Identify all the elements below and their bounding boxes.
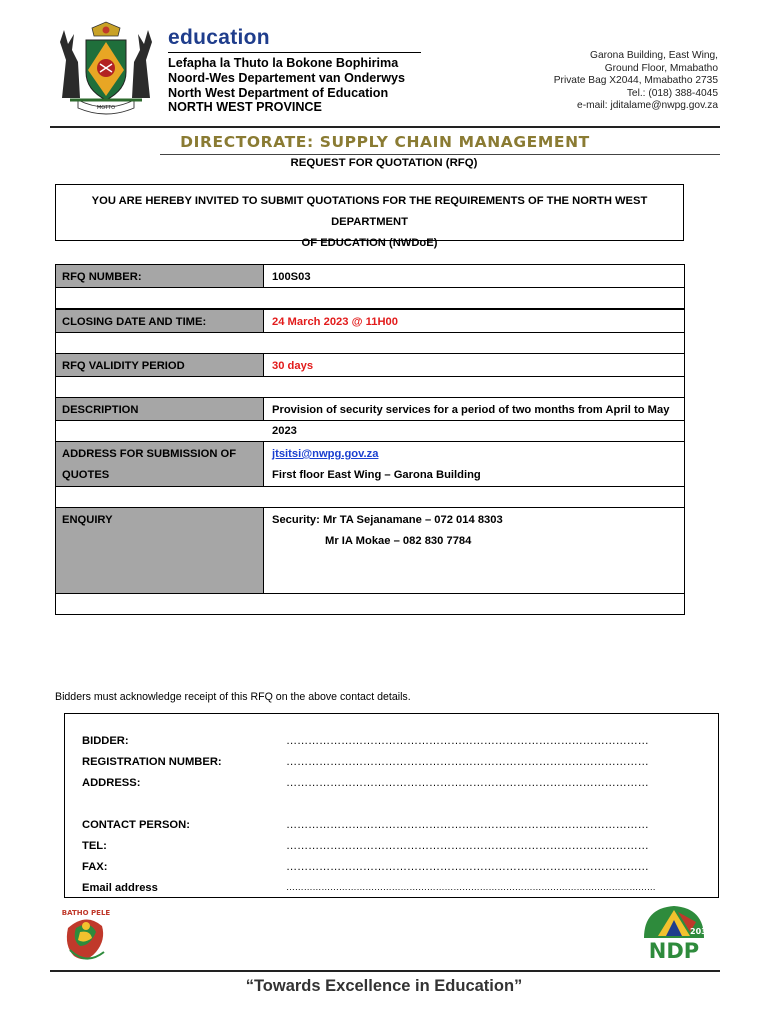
footer-divider xyxy=(50,970,720,972)
contact-person-fill-line[interactable]: ……………………………………………………………………………………… xyxy=(286,819,649,831)
directorate-underline xyxy=(160,154,720,155)
table-spacer xyxy=(55,287,685,309)
table-spacer xyxy=(55,376,685,398)
tel-label: TEL: xyxy=(82,840,107,852)
crest-motto-text: MOTTO xyxy=(96,105,116,111)
ndp-year-text: 2030 xyxy=(690,927,713,936)
brand-line-province: NORTH WEST PROVINCE xyxy=(168,100,322,115)
contact-person-label: CONTACT PERSON: xyxy=(82,819,190,831)
address-fill-line[interactable]: ……………………………………………………………………………………… xyxy=(286,777,649,789)
brand-divider xyxy=(168,52,421,53)
table-spacer xyxy=(55,486,685,508)
description-value: Provision of security services for a period of two months from April to May 2023 xyxy=(272,404,670,437)
table-spacer xyxy=(55,332,685,354)
bidder-label: BIDDER: xyxy=(82,735,129,747)
invitation-line-1: YOU ARE HEREBY INVITED TO SUBMIT QUOTATIONS FOR THE REQUIREMENTS OF THE NORTH WEST DEPARTMENT xyxy=(91,195,648,228)
validity-row xyxy=(55,353,685,377)
closing-date-label: CLOSING DATE AND TIME: xyxy=(56,310,264,332)
address-row xyxy=(55,441,685,487)
email-address-fill-line[interactable]: ……………………………………………………………………………………………………………… xyxy=(286,882,656,892)
address-label-line-1: ADDRESS FOR SUBMISSION OF xyxy=(62,448,237,460)
fax-fill-line[interactable]: ……………………………………………………………………………………… xyxy=(286,861,649,873)
acknowledge-note: Bidders must acknowledge receipt of this RFQ on the above contact details. xyxy=(55,691,411,703)
address-label-line-2: QUOTES xyxy=(62,469,110,481)
email-address-label: Email address xyxy=(82,882,158,894)
table-spacer xyxy=(55,593,685,615)
batho-pele-text: BATHO PELE xyxy=(61,909,111,917)
address-value xyxy=(272,444,680,486)
directorate-heading: DIRECTORATE: SUPPLY CHAIN MANAGEMENT xyxy=(180,133,590,151)
submission-email-link[interactable]: jtsitsi@nwpg.gov.za xyxy=(272,448,379,460)
address-label xyxy=(56,442,264,486)
brand-line-afrikaans: Noord-Wes Departement van Onderwys xyxy=(168,70,406,85)
enquiry-label: ENQUIRY xyxy=(56,508,264,593)
header-divider xyxy=(50,126,720,128)
enquiry-contact-2: Mr IA Mokae – 082 830 7784 xyxy=(325,535,472,547)
closing-date-value: 24 March 2023 @ 11H00 xyxy=(272,316,398,328)
rfq-number-row xyxy=(55,264,685,288)
rfq-number-label: RFQ NUMBER: xyxy=(56,265,264,287)
document-title: REQUEST FOR QUOTATION (RFQ) xyxy=(290,157,478,169)
contact-email: e-mail: jditalame@nwpg.gov.za xyxy=(577,100,718,112)
contact-floor: Ground Floor, Mmabatho xyxy=(604,62,718,74)
department-brand xyxy=(168,26,428,115)
registration-number-label: REGISTRATION NUMBER: xyxy=(82,756,222,768)
invitation-line-2: OF EDUCATION (NWDoE) xyxy=(301,237,438,249)
tel-fill-line[interactable]: ……………………………………………………………………………………… xyxy=(286,840,649,852)
closing-date-row xyxy=(55,309,685,333)
submission-address: First floor East Wing – Garona Building xyxy=(272,469,481,481)
description-label: DESCRIPTION xyxy=(56,398,264,420)
invitation-box xyxy=(55,184,684,249)
ndp-text: NDP xyxy=(648,939,700,963)
enquiry-contact-1: Security: Mr TA Sejanamane – 072 014 8303 xyxy=(272,514,503,526)
batho-pele-logo xyxy=(56,906,116,968)
fax-label: FAX: xyxy=(82,861,108,873)
rfq-number-value: 100S03 xyxy=(272,271,311,283)
enquiry-value xyxy=(272,510,680,552)
bidder-fill-line[interactable]: ……………………………………………………………………………………… xyxy=(286,735,649,747)
brand-line-english: North West Department of Education xyxy=(168,85,389,100)
validity-label: RFQ VALIDITY PERIOD xyxy=(56,354,264,376)
brand-title: education xyxy=(168,26,270,49)
address-field-label: ADDRESS: xyxy=(82,777,141,789)
contact-postal: Private Bag X2044, Mmabatho 2735 xyxy=(553,75,718,87)
registration-number-fill-line[interactable]: ……………………………………………………………………………………… xyxy=(286,756,649,768)
brand-line-setswana: Lefapha la Thuto la Bokone Bophirima xyxy=(168,56,399,70)
contact-details xyxy=(554,50,718,113)
description-row xyxy=(55,397,685,437)
table-spacer xyxy=(55,420,685,442)
contact-building: Garona Building, East Wing, xyxy=(590,50,718,61)
enquiry-row xyxy=(55,507,685,594)
ndp-2030-logo xyxy=(638,902,713,964)
contact-tel: Tel.: (018) 388-4045 xyxy=(626,87,718,99)
coat-of-arms-logo xyxy=(52,20,160,116)
validity-value: 30 days xyxy=(272,360,314,372)
footer-slogan: “Towards Excellence in Education” xyxy=(245,977,523,995)
